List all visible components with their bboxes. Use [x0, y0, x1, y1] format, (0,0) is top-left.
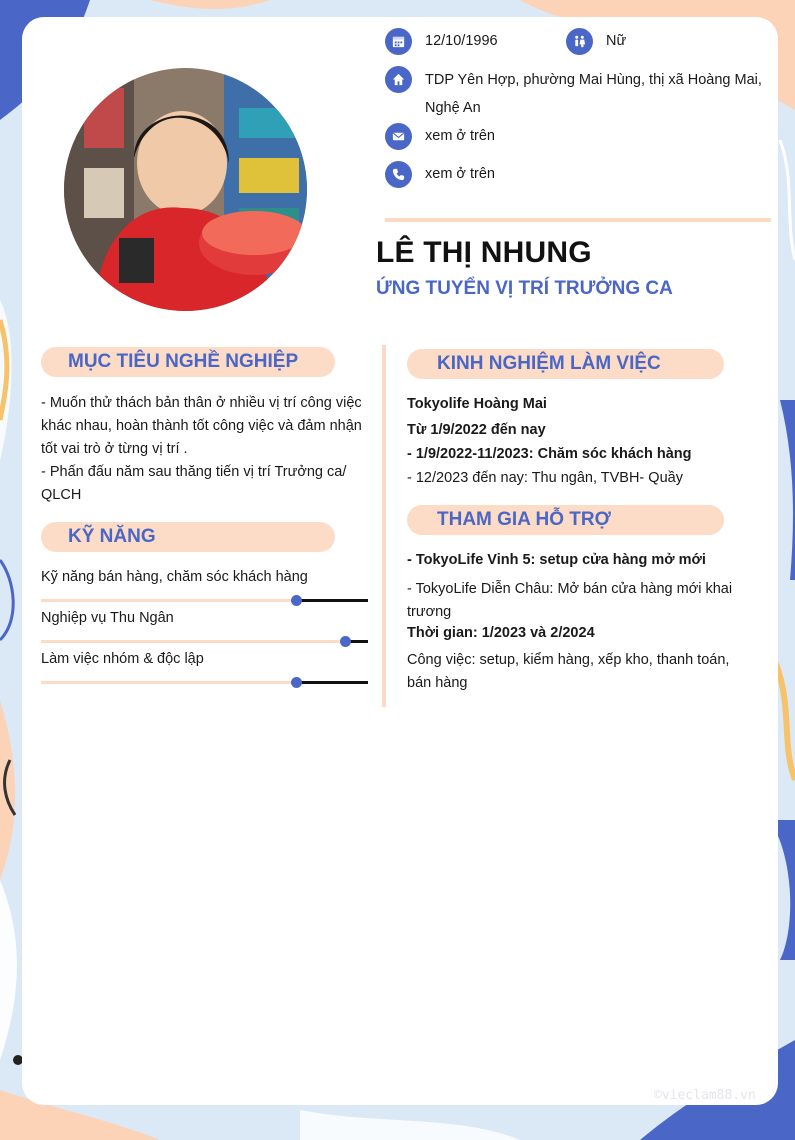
experience-period: Từ 1/9/2022 đến nay	[407, 422, 546, 438]
objective-paragraph: - Muốn thử thách bản thân ở nhiều vị trí công việc khác nhau, hoàn thành tốt công việc và đảm nhận tốt vai trò ở từng vị trí .	[41, 395, 362, 457]
birthday-row	[385, 28, 498, 55]
skills-title: KỸ NĂNG	[68, 526, 156, 547]
support-item: - TokyoLife Vinh 5: setup cửa hàng mở mới	[407, 552, 706, 568]
skill-track	[41, 640, 368, 643]
phone-row	[385, 161, 495, 188]
experience-heading	[407, 349, 724, 379]
objective-heading	[41, 347, 335, 377]
skill-level-slider	[41, 595, 368, 607]
experience-title: KINH NGHIỆM LÀM VIỆC	[437, 353, 661, 374]
phone-text: xem ở trên	[425, 166, 495, 182]
skill-knob	[291, 595, 302, 606]
skill-level-slider	[41, 636, 368, 648]
email-text: xem ở trên	[425, 128, 495, 144]
skill-label: Kỹ năng bán hàng, chăm sóc khách hàng	[41, 569, 308, 585]
calendar-icon	[385, 28, 412, 55]
profile-photo	[64, 68, 307, 311]
skill-label: Nghiệp vụ Thu Ngân	[41, 610, 174, 626]
watermark: ©vieclam88.vn	[654, 1088, 756, 1103]
support-work: Công việc: setup, kiểm hàng, xếp kho, thanh toán, bán hàng	[407, 652, 730, 691]
gender-text: Nữ	[606, 33, 627, 49]
birthday-text: 12/10/1996	[425, 33, 498, 49]
skill-fill	[296, 599, 368, 602]
experience-role: - 12/2023 đến nay: Thu ngân, TVBH- Quầy	[407, 470, 683, 486]
support-title: THAM GIA HỖ TRỢ	[437, 509, 611, 530]
support-item: - TokyoLife Diễn Châu: Mở bán cửa hàng mới khai trương	[407, 581, 733, 620]
gender-row	[566, 28, 626, 55]
skill-level-slider	[41, 677, 368, 689]
candidate-name: LÊ THỊ NHUNG	[376, 236, 592, 269]
skill-fill	[296, 681, 368, 684]
header-divider	[385, 218, 771, 222]
experience-company: Tokyolife Hoàng Mai	[407, 396, 547, 412]
column-divider	[382, 345, 386, 707]
skills-heading	[41, 522, 335, 552]
skill-knob	[340, 636, 351, 647]
gender-icon	[566, 28, 593, 55]
skill-knob	[291, 677, 302, 688]
home-icon	[385, 66, 412, 93]
objective-text	[41, 392, 371, 507]
skill-label: Làm việc nhóm & độc lập	[41, 651, 204, 667]
experience-role: - 1/9/2022-11/2023: Chăm sóc khách hàng	[407, 446, 692, 462]
address-row	[385, 66, 775, 122]
applied-position: ỨNG TUYỂN VỊ TRÍ TRƯỞNG CA	[376, 278, 673, 299]
address-text: TDP Yên Hợp, phường Mai Hùng, thị xã Hoàng Mai, Nghệ An	[425, 72, 762, 116]
support-time: Thời gian: 1/2023 và 2/2024	[407, 625, 595, 641]
objective-title: MỤC TIÊU NGHỀ NGHIỆP	[68, 351, 299, 372]
support-heading	[407, 505, 724, 535]
mail-icon	[385, 123, 412, 150]
email-row	[385, 123, 495, 150]
objective-paragraph: - Phấn đấu năm sau thăng tiến vị trí Trưởng ca/ QLCH	[41, 464, 347, 503]
phone-icon	[385, 161, 412, 188]
